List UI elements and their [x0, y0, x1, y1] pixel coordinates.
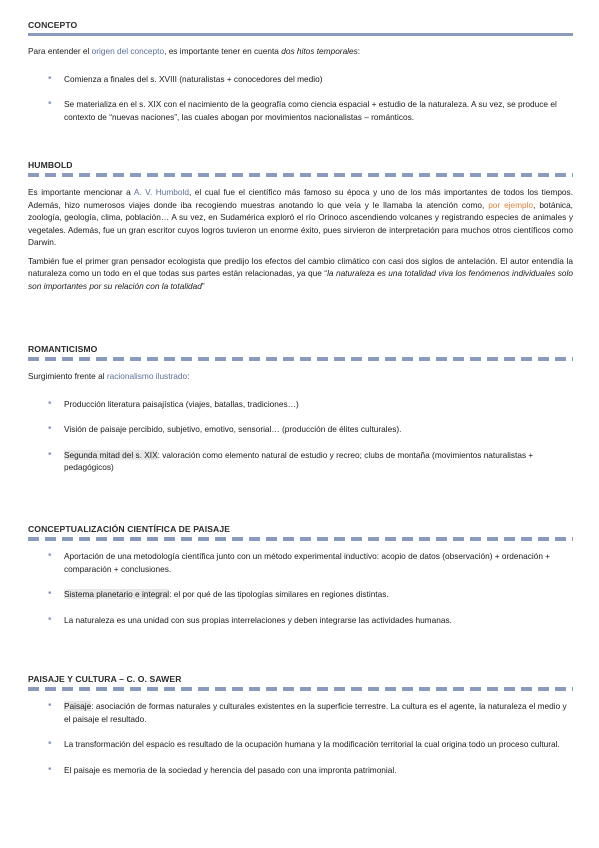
section-paisaje-cultura — [28, 674, 573, 776]
list-item — [28, 700, 573, 725]
bullet-icon: • — [48, 98, 52, 109]
list-item — [28, 423, 573, 436]
list-item-text: Producción literatura paisajística (viajes, batallas, tradiciones…) — [64, 398, 299, 409]
list-item — [28, 398, 573, 411]
bullet-icon: • — [48, 72, 52, 84]
list-item — [28, 98, 573, 123]
paragraph-text: También fue el primer gran pensador ecologista que predijo los efectos del cambio climático con casi dos siglos de antelación. El autor entendía la naturaleza como un todo en el que todas sus partes están relacionadas, ya que “ — [28, 255, 573, 278]
list-item-text: : valoración como elemento natural de estudio y recreo; clubs de montaña (movimientos naturalistas + pedagógicos) — [64, 449, 534, 472]
bullet-icon: • — [48, 423, 52, 434]
highlighted-term: Segunda mitad del s. XIX — [64, 449, 158, 460]
list-item — [28, 449, 573, 474]
section-conceptualizacion — [28, 524, 573, 674]
list-item-text: Se materializa en el s. XIX con el nacimiento de la geografía como ciencia espacial + estudio de la naturaleza. A su vez, se produce el contexto de “nuevas naciones”, las cuales abogan por movimientos nacionalistas – románticos. — [64, 99, 557, 122]
list-item-text: : el por qué de las tipologías similares en regiones distintas. — [169, 589, 389, 599]
list-item-text: Comienza a finales del s. XVIII (naturalistas + conocedores del medio) — [64, 73, 323, 84]
bullet-list — [28, 398, 573, 474]
highlight-term: origen del concepto — [91, 46, 165, 56]
bullet-icon: • — [48, 613, 52, 625]
bullet-icon: • — [48, 397, 52, 409]
list-item — [28, 588, 573, 601]
list-item — [28, 738, 573, 751]
intro-text: : — [187, 371, 190, 381]
bullet-list — [28, 550, 573, 626]
section-romanticismo — [28, 344, 573, 524]
paragraph-text: , el cual fue el científico más famoso su época y uno de los más importantes de todos los tiempos. Además, hizo numerosos viajes donde iba recogiendo muestras anotando lo que veía y le llamaba la atención como, — [28, 187, 574, 210]
list-item-text: La transformación del espacio es resultado de la ocupación humana y la modificación territorial la cual origina todo un proceso cultural. — [64, 739, 560, 749]
humbold-paragraph-2 — [28, 255, 573, 293]
romanticismo-intro — [28, 370, 573, 383]
highlighted-term: Paisaje — [64, 701, 92, 711]
section-heading: PAISAJE Y CULTURA – C. O. SAWER — [28, 674, 182, 684]
section-humbold — [28, 160, 573, 344]
list-item-text: Aportación de una metodología científica junto con un método experimental inductivo: acopio de datos (observación) + ordenación + comparación + conclusiones. — [64, 551, 551, 574]
intro-text: Para entender el — [28, 46, 92, 56]
list-item — [28, 614, 573, 627]
section-heading: HUMBOLD — [28, 160, 73, 170]
heading-rule — [28, 357, 573, 361]
bullet-icon: • — [48, 738, 52, 749]
heading-rule — [28, 173, 573, 177]
list-item — [28, 764, 573, 777]
bullet-icon: • — [48, 588, 52, 599]
list-item — [28, 73, 573, 86]
intro-text: : — [357, 46, 361, 56]
heading-rule — [28, 537, 573, 541]
section-heading: ROMANTICISMO — [28, 344, 98, 354]
list-item-text: El paisaje es memoria de la sociedad y herencia del pasado con una impronta patrimonial. — [64, 764, 397, 775]
section-heading: CONCEPTO — [28, 20, 78, 30]
bullet-icon: • — [48, 550, 52, 561]
orange-term: por ejemplo — [488, 199, 534, 210]
intro-text: Surgimiento frente al — [28, 371, 107, 381]
bullet-list — [28, 73, 573, 124]
heading-rule — [28, 687, 573, 691]
paragraph-text: , botánica, zoología, geología, clima, población… A su vez, en Sudamérica exploró el río Orinoco ascendiendo volcanes y registrando especies de animales y vegetales. Además, fue un gran escritor cuyos logros tuvieron un enorme éxito, pues sirvieron de interpretación para muchos otros científicos como Darwin. — [28, 199, 573, 247]
list-item-text: Visión de paisaje percibido, subjetivo, emotivo, sensorial… (producción de élites culturales). — [64, 424, 402, 434]
paragraph-text: ” — [201, 280, 205, 291]
italic-quote: la naturaleza es una totalidad viva los fenómenos individuales solo son importantes por su relación con la totalidad — [28, 268, 573, 291]
bullet-icon: • — [48, 448, 52, 460]
highlighted-term: Sistema planetario e integral — [64, 589, 170, 599]
list-item-text: : asociación de formas naturales y culturales existentes en la superficie terrestre. La cultura es el agente, la naturaleza el medio y el paisaje el resultado. — [64, 701, 567, 724]
highlight-term: A. V. Humbold — [133, 187, 189, 197]
bullet-icon: • — [48, 763, 52, 775]
section-concepto — [28, 20, 573, 160]
highlight-term: racionalismo ilustrado — [106, 371, 188, 381]
concepto-intro — [28, 45, 573, 58]
bullet-list — [28, 700, 573, 776]
list-item-text: La naturaleza es una unidad con sus propias interrelaciones y deben integrarse las actividades humanas. — [64, 614, 452, 625]
italic-term: dos hitos temporales — [281, 46, 358, 56]
section-heading: CONCEPTUALIZACIÓN CIENTÍFICA DE PAISAJE — [28, 524, 231, 534]
list-item — [28, 550, 573, 575]
paragraph-text: Es importante mencionar a — [28, 187, 134, 197]
heading-rule — [28, 33, 573, 36]
document-page — [28, 20, 573, 789]
humbold-paragraph-1 — [28, 186, 573, 249]
intro-text: , es importante tener en cuenta — [164, 46, 282, 56]
bullet-icon: • — [48, 700, 52, 711]
